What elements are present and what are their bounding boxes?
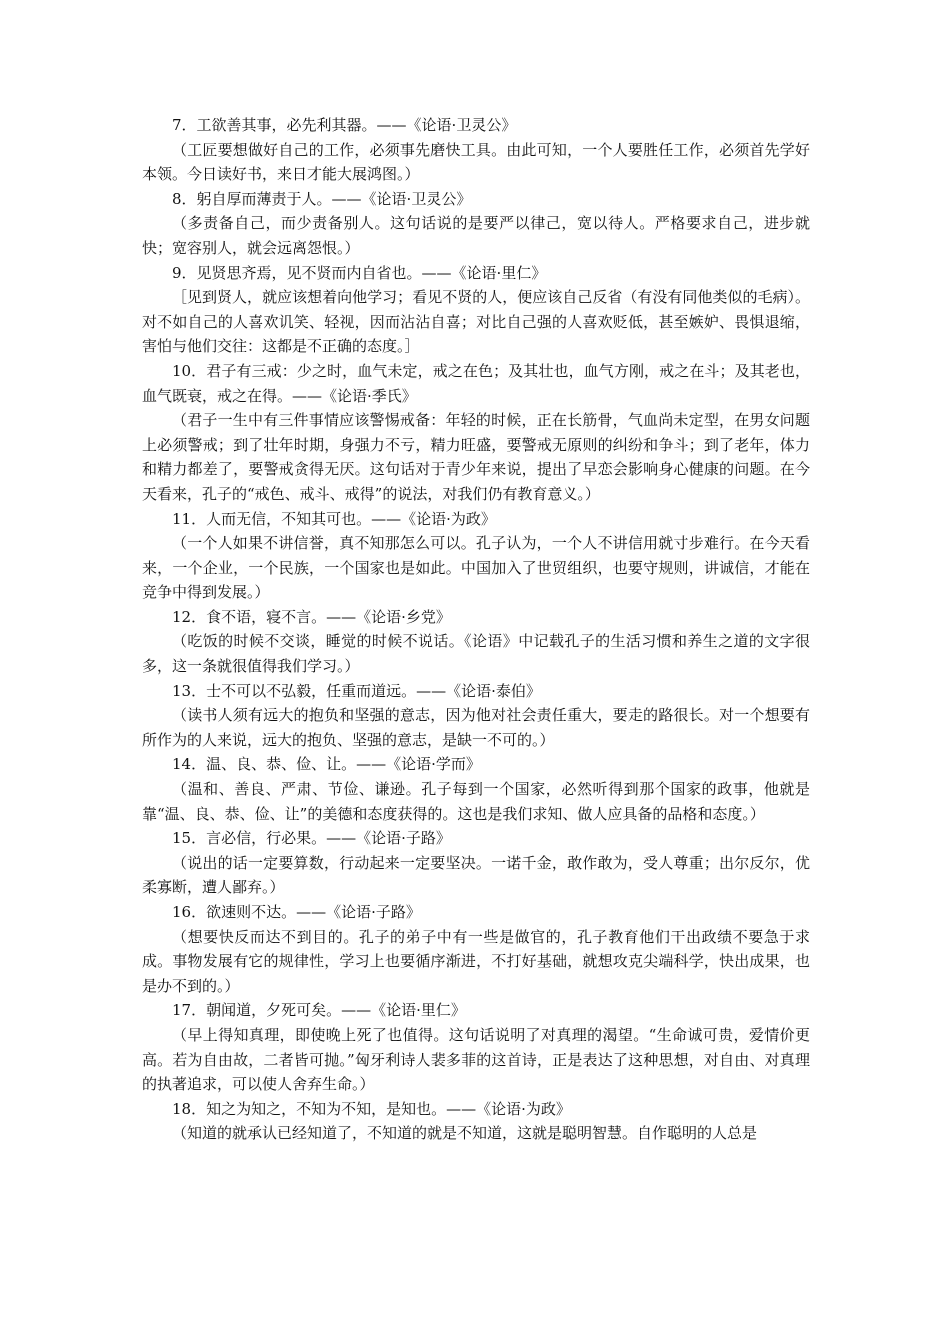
entry-15 <box>142 826 810 900</box>
entry-16 <box>142 900 810 998</box>
entry-14 <box>142 752 810 826</box>
gloss-text: （一个人如果不讲信誉，真不知那怎么可以。孔子认为，一个人不讲信用就寸步难行。在今天看来，一个企业，一个民族，一个国家也是如此。中国加入了世贸组织，也要守规则，讲诚信，才能在竞争中得到发展。） <box>142 534 810 602</box>
quote-text: 14．温、良、恭、俭、让。——《论语·学而》 <box>172 755 481 774</box>
gloss-text: ［见到贤人，就应该想着向他学习；看见不贤的人，便应该自己反省（有没有同他类似的毛病）。对不如自己的人喜欢讥笑、轻视，因而沾沾自喜；对比自己强的人喜欢贬低，甚至嫉妒、畏惧退缩，害怕与他们交往：这都是不正确的态度。］ <box>142 288 810 356</box>
quote-text: 9．见贤思齐焉，见不贤而内自省也。——《论语·里仁》 <box>172 263 547 282</box>
gloss-text: （早上得知真理，即使晚上死了也值得。这句话说明了对真理的渴望。“生命诚可贵，爱情价更高。若为自由故，二者皆可抛。”匈牙利诗人裴多菲的这首诗，正是表达了这种思想，对自由、对真理的执著追求，可以使人舍弃生命。） <box>142 1025 810 1094</box>
quote-text: 11．人而无信，不知其可也。——《论语·为政》 <box>172 509 496 528</box>
gloss-text: （吃饭的时候不交谈，睡觉的时候不说话。《论语》中记载孔子的生活习惯和养生之道的文字很多，这一条就很值得我们学习。） <box>142 632 810 676</box>
gloss-text: （温和、善良、严肃、节俭、谦逊。孔子每到一个国家，必然听得到那个国家的政事，他就是靠“温、良、恭、俭、让”的美德和态度获得的。这也是我们求知、做人应具备的品格和态度。） <box>142 780 810 823</box>
entry-12 <box>142 605 810 679</box>
quote-text: 17．朝闻道，夕死可矣。——《论语·里仁》 <box>172 1001 466 1020</box>
gloss-text: （说出的话一定要算数，行动起来一定要坚决。一诺千金，敢作敢为，受人尊重；出尔反尔，优柔寡断，遭人鄙弃。） <box>142 853 810 897</box>
entry-8 <box>142 187 810 261</box>
entry-18 <box>142 1097 810 1146</box>
gloss-text: （君子一生中有三件事情应该警惕戒备：年轻的时候，正在长筋骨，气血尚未定型，在男女问题上必须警戒；到了壮年时期，身强力不亏，精力旺盛，要警戒无原则的纠纷和争斗；到了老年，体力和精力都差了，要警戒贪得无厌。这句话对于青少年来说，提出了早恋会影响身心健康的问题。在今天看来，孔子的“戒色、戒斗、戒得”的说法，对我们仍有教育意义。） <box>142 411 810 503</box>
entry-13 <box>142 679 810 753</box>
gloss-text: （多责备自己，而少责备别人。这句话说的是要严以律己，宽以待人。严格要求自己，进步就快；宽容别人，就会远离怨恨。） <box>142 214 810 257</box>
quote-text: 15．言必信，行必果。——《论语·子路》 <box>172 829 451 848</box>
gloss-text: （读书人须有远大的抱负和坚强的意志，因为他对社会责任重大，要走的路很长。对一个想要有所作为的人来说，远大的抱负、坚强的意志，是缺一不可的。） <box>142 706 810 749</box>
entry-10 <box>142 359 810 507</box>
quote-text: 7．工欲善其事，必先利其器。——《论语·卫灵公》 <box>172 116 517 134</box>
quote-text: 12．食不语，寝不言。——《论语·乡党》 <box>172 607 451 626</box>
quote-text: 16．欲速则不达。——《论语·子路》 <box>172 903 421 921</box>
document-page <box>142 113 810 1146</box>
quote-text: 10．君子有三戒：少之时，血气未定，戒之在色；及其壮也，血气方刚，戒之在斗；及其老也，血气既衰，戒之在得。——《论语·季氏》 <box>142 361 810 405</box>
gloss-text: （工匠要想做好自己的工作，必须事先磨快工具。由此可知，一个人要胜任工作，必须首先学好本领。今日读好书，来日才能大展鸿图。） <box>142 140 810 184</box>
entry-7 <box>142 113 810 187</box>
entry-17 <box>142 998 810 1096</box>
quote-text: 18．知之为知之，不知为不知，是知也。——《论语·为政》 <box>172 1099 571 1118</box>
gloss-text: （想要快反而达不到目的。孔子的弟子中有一些是做官的，孔子教育他们干出政绩不要急于求成。事物发展有它的规律性，学习上也要循序渐进，不打好基础，就想攻克尖端科学，快出成果，也是办不到的。） <box>142 927 810 995</box>
quote-text: 13．士不可以不弘毅，任重而道远。——《论语·泰伯》 <box>172 681 541 700</box>
gloss-text: （知道的就承认已经知道了，不知道的就是不知道，这就是聪明智慧。自作聪明的人总是 <box>172 1124 758 1143</box>
entry-9 <box>142 261 810 359</box>
quote-text: 8．躬自厚而薄责于人。——《论语·卫灵公》 <box>172 189 472 208</box>
entry-11 <box>142 507 810 605</box>
